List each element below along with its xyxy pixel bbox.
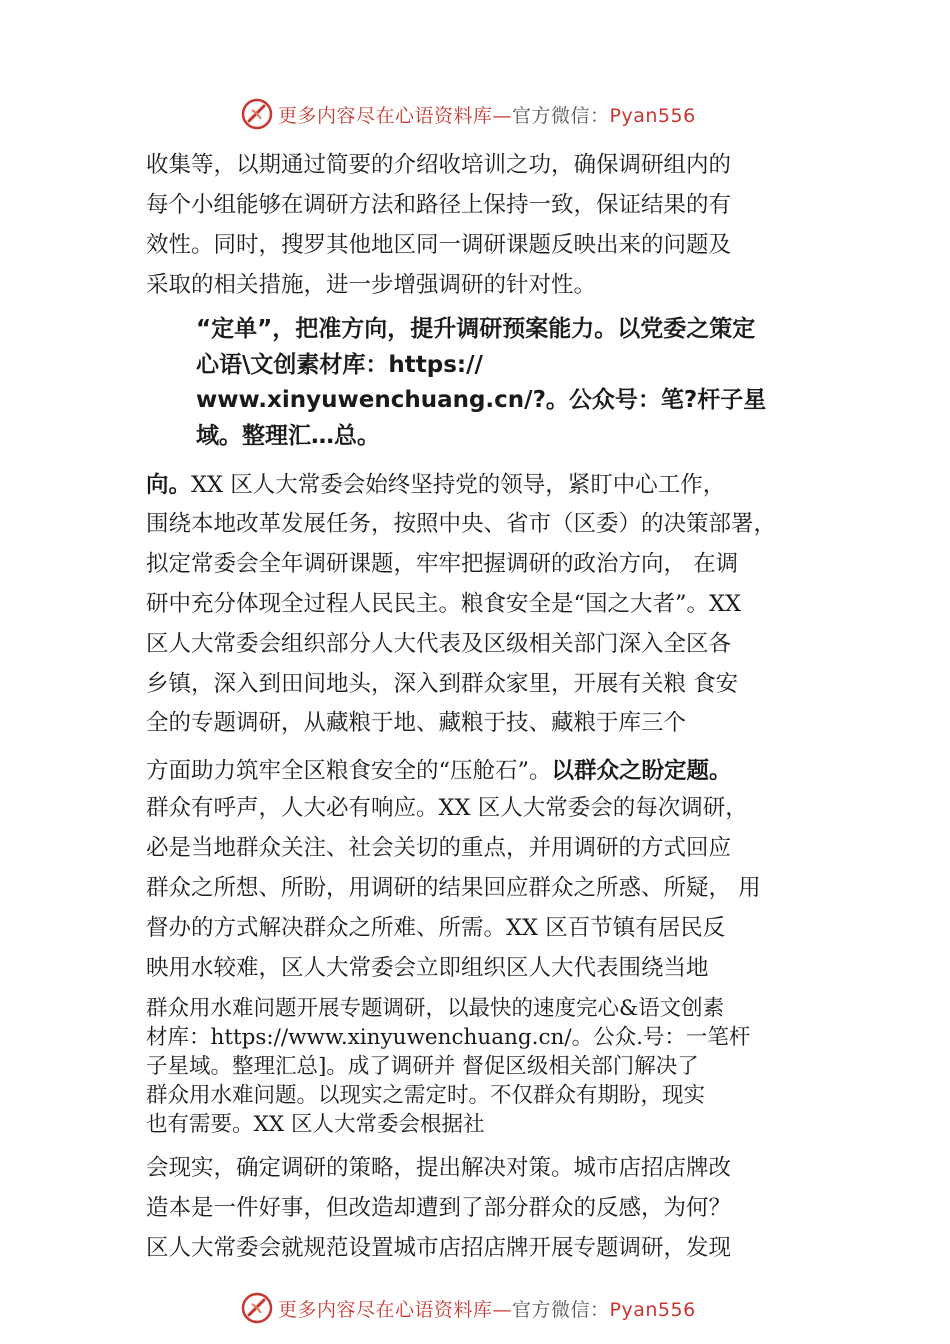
body-line bbox=[146, 758, 732, 785]
banner-wechat-label: 官方微信： bbox=[512, 104, 610, 127]
body-line: 采取的相关措施，进一步增强调研的针对性。 bbox=[146, 272, 597, 298]
brand-logo-icon bbox=[240, 97, 274, 131]
banner-dash: — bbox=[492, 104, 513, 127]
banner-dash: — bbox=[492, 1298, 513, 1321]
banner-title: 更多内容尽在心语资料库 bbox=[278, 1298, 493, 1321]
body-line: 每个小组能够在调研方法和路径上保持一致，保证结果的有 bbox=[146, 192, 732, 218]
body-line: 全的专题调研，从藏粮于地、藏粮于技、藏粮于库三个 bbox=[146, 710, 687, 736]
banner-wechat-id: Pyan556 bbox=[609, 104, 696, 127]
body-line: 子星域。整理汇总]。成了调研并 督促区级相关部门解决了 bbox=[146, 1054, 699, 1079]
header-watermark bbox=[240, 96, 696, 132]
body-line: 乡镇，深入到田间地头，深入到群众家里，开展有关粮 食安 bbox=[146, 671, 739, 697]
body-line: 群众有呼声，人大必有响应。XX 区人大常委会的每次调研， bbox=[146, 795, 748, 821]
body-line: 材库：https://www.xinyuwenchuang.cn/。公众.号：一笔杆 bbox=[146, 1025, 751, 1050]
body-line: 区人大常委会就规范设置城市店招店牌开展专题调研，发现 bbox=[146, 1235, 732, 1261]
body-line: 造本是一件好事，但改造却遭到了部分群众的反感，为何？ bbox=[146, 1195, 732, 1221]
body-line: 必是当地群众关注、社会关切的重点，并用调研的方式回应 bbox=[146, 835, 732, 861]
body-line: 区人大常委会组织部分人大代表及区级相关部门深入全区各 bbox=[146, 631, 732, 657]
body-line: 群众用水难问题开展专题调研，以最快的速度完心&语文创素 bbox=[146, 996, 725, 1021]
body-line: 督办的方式解决群众之所难、所需。XX 区百节镇有居民反 bbox=[146, 915, 726, 941]
inline-text: 方面助力筑牢全区粮食安全的“压舱石”。 bbox=[146, 758, 552, 784]
banner-wechat-id: Pyan556 bbox=[609, 1298, 696, 1321]
body-line: 收集等，以期通过简要的介绍收培训之功，确保调研组内的 bbox=[146, 152, 732, 178]
heading-line: www.xinyuwenchuang.cn/?。公众号：笔?杆子星 bbox=[196, 387, 767, 414]
body-line: 围绕本地改革发展任务，按照中央、省市（区委）的决策部署， bbox=[146, 511, 777, 537]
body-line bbox=[146, 472, 725, 499]
body-line: 研中充分体现全过程人民民主。粮食安全是“国之大者”。XX bbox=[146, 591, 742, 617]
body-line: 拟定常委会全年调研课题，牢牢把握调研的政治方向， 在调 bbox=[146, 551, 739, 577]
inline-bold: 向。 bbox=[146, 472, 192, 498]
body-line: 群众用水难问题。以现实之需定时。不仅群众有期盼，现实 bbox=[146, 1083, 706, 1108]
footer-watermark bbox=[240, 1290, 696, 1326]
body-line: 群众之所想、所盼，用调研的结果回应群众之所惑、所疑， 用 bbox=[146, 875, 761, 901]
body-line: 效性。同时，搜罗其他地区同一调研课题反映出来的问题及 bbox=[146, 232, 732, 258]
body-line: 映用水较难，区人大常委会立即组织区人大代表围绕当地 bbox=[146, 955, 709, 981]
heading-line: “定单”，把准方向，提升调研预案能力。以党委之策定 bbox=[196, 316, 756, 342]
section-heading bbox=[196, 312, 766, 455]
heading-line: 域。整理汇…总。 bbox=[196, 422, 380, 449]
banner-wechat-label: 官方微信： bbox=[512, 1298, 610, 1321]
inline-bold: 以群众之盼定题。 bbox=[551, 758, 732, 784]
inline-text: XX 区人大常委会始终坚持党的领导，紧盯中心工作， bbox=[191, 472, 726, 498]
banner-title: 更多内容尽在心语资料库 bbox=[278, 104, 493, 127]
body-line: 也有需要。XX 区人大常委会根据社 bbox=[146, 1112, 485, 1137]
heading-line: 心语\文创素材库：https:// bbox=[196, 351, 483, 378]
body-line: 会现实，确定调研的策略，提出解决对策。城市店招店牌改 bbox=[146, 1155, 732, 1181]
brand-logo-icon bbox=[240, 1291, 274, 1325]
